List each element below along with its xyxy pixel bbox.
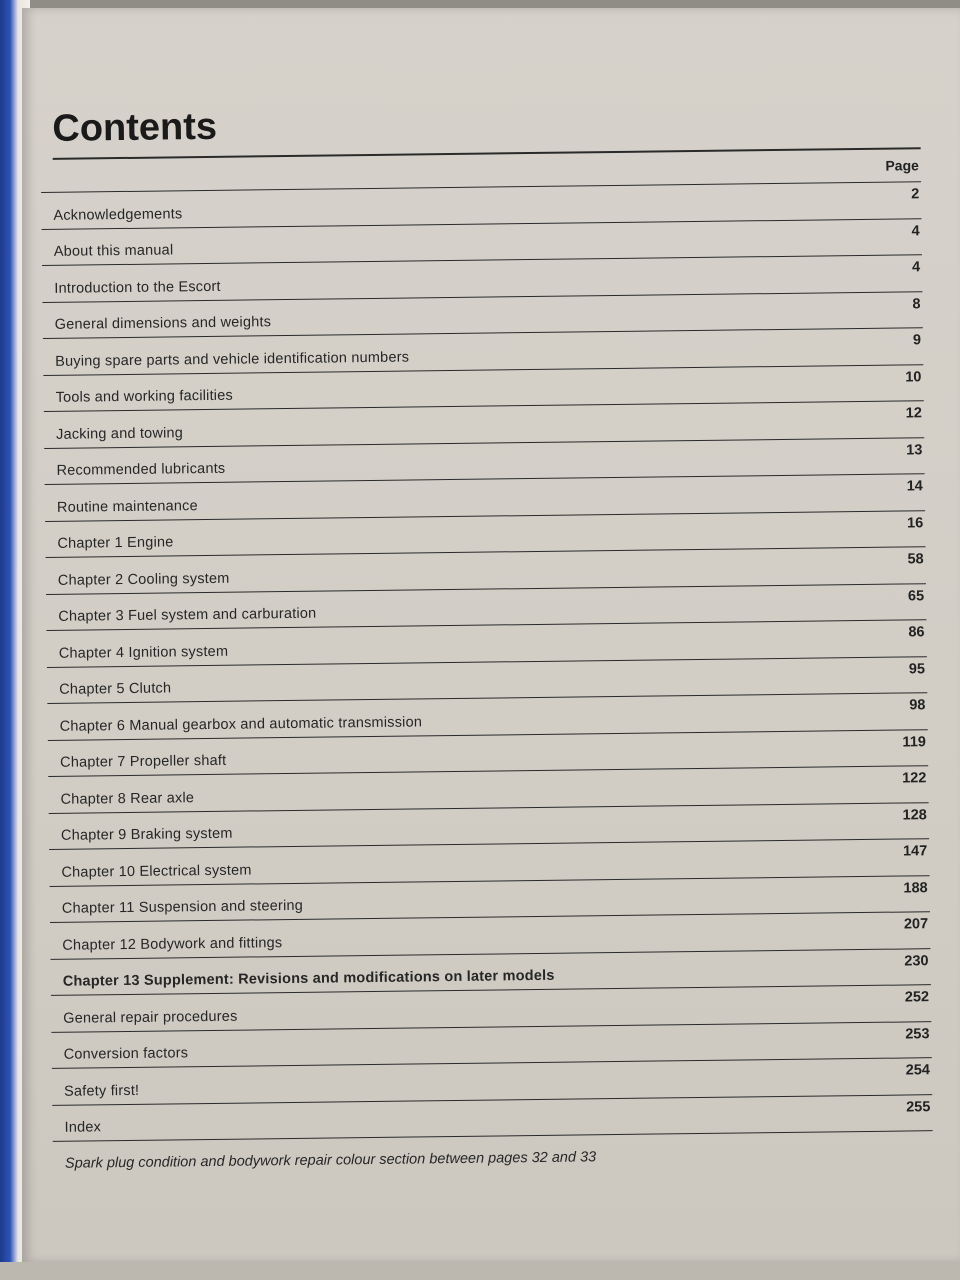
toc-entry-title: Chapter 11 Suspension and steering: [61, 897, 304, 917]
toc-entry-title: Acknowledgements: [53, 205, 183, 224]
toc-entry-page: 128: [902, 806, 927, 824]
toc-entry-page: 16: [906, 514, 924, 531]
toc-entry-title: Safety first!: [64, 1082, 140, 1100]
toc-entry-title: Chapter 5 Clutch: [59, 680, 172, 698]
toc-entry-page: 254: [905, 1062, 931, 1079]
toc-entry-page: 252: [904, 989, 930, 1006]
toc-entry-page: 188: [903, 879, 928, 897]
toc-entry-title: Chapter 6 Manual gearbox and automatic transmission: [59, 713, 423, 735]
toc-entry-title: General dimensions and weights: [54, 314, 272, 333]
toc-entry-title: Index: [64, 1119, 102, 1136]
toc-entry-title: Introduction to the Escort: [54, 278, 221, 297]
colour-section-footnote: Spark plug condition and bodywork repair colour section between pages 32 and 33: [64, 1149, 597, 1172]
toc-entry-title: Chapter 3 Fuel system and carburation: [58, 605, 317, 625]
page-title: Contents: [52, 105, 218, 150]
toc-entry-page: 58: [907, 551, 924, 568]
toc-entry-title: Buying spare parts and vehicle identification numbers: [55, 349, 410, 370]
toc-entry-page: 230: [904, 952, 929, 970]
toc-entry-page: 207: [903, 916, 929, 933]
toc-entry-page: 10: [905, 368, 922, 385]
toc-entry-title: Chapter 8 Rear axle: [60, 789, 195, 808]
toc-entry-page: 14: [906, 478, 923, 495]
toc-entry-title: Conversion factors: [63, 1045, 189, 1063]
toc-entry-page: 4: [911, 259, 921, 276]
toc-entry-page: 95: [908, 660, 926, 677]
toc-entry-title: Chapter 9 Braking system: [60, 825, 233, 844]
toc-entry-page: 86: [908, 624, 925, 641]
toc-entry-title: Chapter 1 Engine: [57, 534, 174, 552]
toc-entry-title: General repair procedures: [63, 1008, 238, 1027]
toc-entry-title: About this manual: [53, 242, 174, 260]
toc-entry-page: 65: [907, 587, 925, 604]
toc-entry-page: 98: [909, 697, 926, 714]
toc-entry-title: Jacking and towing: [55, 424, 184, 443]
toc-entry-page: 8: [912, 295, 921, 312]
page-bottom-edge: [0, 1262, 960, 1280]
toc-entry-page: 13: [906, 441, 923, 458]
toc-entry-title: Chapter 13 Supplement: Revisions and modifications on later models: [62, 967, 555, 990]
toc-entry-page: 4: [911, 222, 920, 239]
toc-entry-page: 253: [905, 1025, 930, 1042]
toc-entry-page: 2: [911, 186, 920, 203]
toc-entry-page: 9: [912, 332, 922, 349]
toc-entry-page: 255: [906, 1098, 931, 1115]
toc-entry-title: Chapter 10 Electrical system: [61, 861, 252, 881]
toc-entry-title: Chapter 12 Bodywork and fittings: [62, 934, 283, 954]
toc-entry-page: 147: [902, 843, 928, 860]
toc-entry-title: Routine maintenance: [56, 497, 198, 516]
toc-entry-title: Chapter 7 Propeller shaft: [60, 752, 227, 771]
toc-entry-title: Chapter 2 Cooling system: [57, 570, 230, 589]
contents-section: [40, 89, 933, 1172]
toc-entry-title: Recommended lubricants: [56, 460, 226, 479]
toc-entry-page: 122: [902, 770, 927, 787]
toc-entry-title: Tools and working facilities: [55, 387, 233, 406]
toc-entry-title: Chapter 4 Ignition system: [58, 643, 229, 662]
toc-entry-page: 12: [905, 405, 922, 422]
page-column-label: Page: [885, 157, 919, 174]
table-of-contents: [41, 181, 933, 1142]
toc-entry-page: 119: [902, 733, 927, 751]
